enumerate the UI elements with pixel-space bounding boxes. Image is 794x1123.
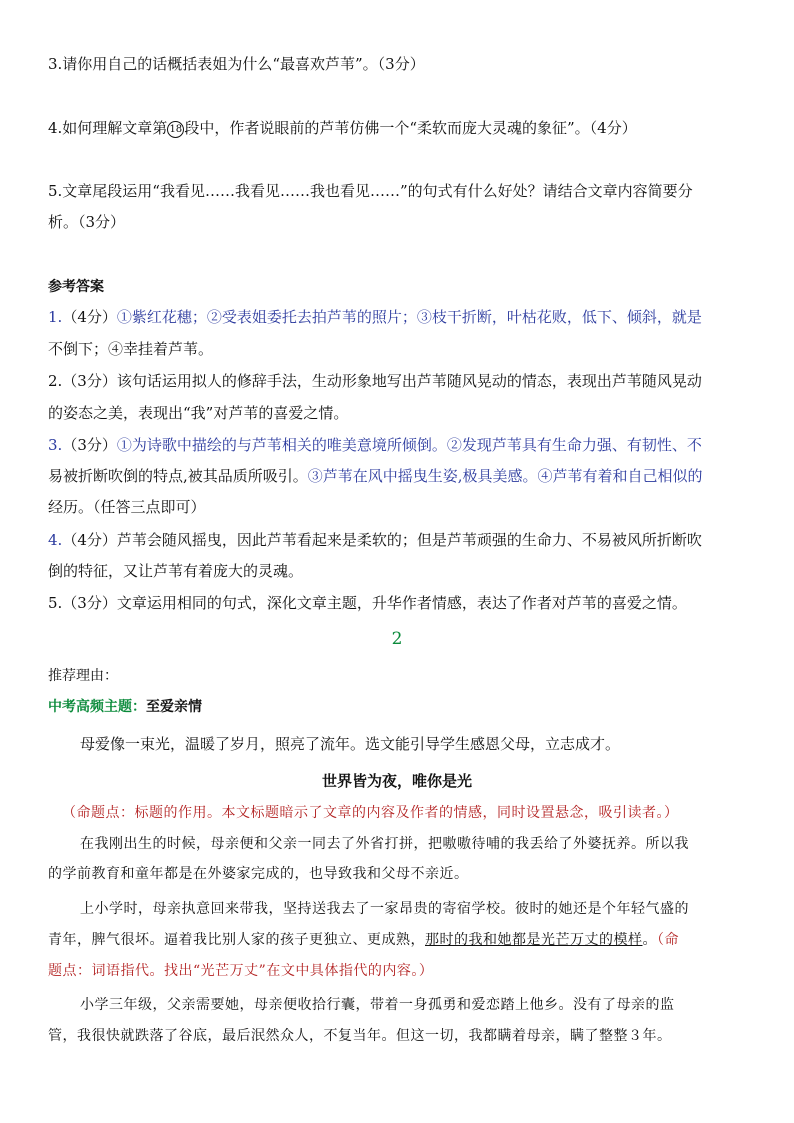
paragraph-1-line-1: 在我刚出生的时候，母亲便和父亲一同去了外省打拼，把嗷嗷待哺的我丢给了外婆抚养。所以我 [80, 836, 689, 852]
recommend-reason-label: 推荐理由： [48, 668, 118, 684]
question-point-note-1: （命题点：标题的作用。本文标题暗示了文章的内容及作者的情感，同时设置悬念，吸引读者。） [62, 805, 679, 821]
answer-3-text: ①为诗歌中描绘的与芦苇相关的唯美意境所倾倒。②发现芦苇具有生命力强、有韧性、不 [116, 436, 702, 454]
circled-number: 18 [167, 121, 184, 138]
paragraph-2-line-1: 上小学时，母亲执意回来带我，坚持送我去了一家昂贵的寄宿学校。彼时的她还是个年轻气盛的 [80, 901, 689, 917]
answer-2-line-2: 的姿态之美，表现出“我”对芦苇的喜爱之情。 [48, 404, 349, 422]
answer-4-text: （4分）芦苇会随风摇曳，因此芦苇看起来是柔软的；但是芦苇顽强的生命力、不易被风所折断吹 [62, 531, 702, 549]
answer-1-text: ①紫红花穗；②受表姐委托去拍芦苇的照片；③枝干折断，叶枯花败，低下、倾斜，就是 [116, 308, 702, 326]
question-point-note-2-end: 题点：词语指代。找出“光芒万丈”在文中具体指代的内容。） [48, 963, 434, 979]
topic-label: 中考高频主题： [48, 699, 146, 715]
answer-1-line-1 [48, 307, 702, 327]
paragraph-2-line-2 [48, 930, 679, 950]
question-3: 3.请你用自己的话概括表姐为什么“最喜欢芦苇”。（3分） [48, 55, 425, 73]
question-4-post: 段中，作者说眼前的芦苇仿佛一个“柔软而庞大灵魂的象征”。（4分） [184, 119, 637, 137]
article-title: 世界皆为夜，唯你是光 [321, 772, 472, 790]
answer-5: 5.（3分）文章运用相同的句式，深化文章主题，升华作者情感，表达了作者对芦苇的喜爱之情。 [48, 594, 687, 612]
answer-2-line-1: 2.（3分）该句话运用拟人的修辞手法，生动形象地写出芦苇随风晃动的情态，表现出芦苇随风晃动 [48, 372, 702, 390]
answer-1-num: 1. [48, 308, 63, 326]
answer-1-line-2: 不倒下；④幸挂着芦苇。 [48, 340, 214, 358]
question-4-pre: 4.如何理解文章第 [48, 119, 168, 137]
answer-3-score: （3分） [62, 436, 117, 454]
answer-3-text-2a: 易被折断吹倒的特点,被其品质所吸引。 [48, 467, 308, 485]
answer-3-line-3: 经历。（任答三点即可） [48, 498, 206, 516]
answer-4-line-2: 倒的特征，又让芦苇有着庞大的灵魂。 [48, 562, 304, 580]
paragraph-2-text: 青年，脾气很坏。逼着我比别人家的孩子更独立、更成熟， [48, 932, 425, 948]
paragraph-2-period: 。 [642, 932, 657, 948]
answers-heading: 参考答案 [48, 279, 104, 295]
summary-text: 母爱像一束光，温暖了岁月，照亮了流年。选文能引导学生感恩父母，立志成才。 [80, 735, 621, 753]
section-number: 2 [391, 629, 403, 649]
question-5-line-1: 5.文章尾段运用“我看见……我看见……我也看见……”的句式有什么好处？请结合文章内容简要分 [48, 182, 693, 200]
question-5-line-2: 析。（3分） [48, 213, 126, 231]
topic-line [48, 697, 202, 717]
paragraph-1-line-2: 的学前教育和童年都是在外婆家完成的，也导致我和父母不亲近。 [48, 866, 469, 882]
topic-value: 至爱亲情 [146, 699, 202, 715]
underlined-phrase: 那时的我和她都是光芒万丈的模样 [425, 932, 643, 948]
paragraph-3-line-2: 管，我很快就跌落了谷底，最后泯然众人，不复当年。但这一切，我都瞒着母亲，瞒了整整３年。 [48, 1028, 672, 1044]
answer-3-num: 3. [48, 436, 63, 454]
answer-4-line-1 [48, 530, 702, 550]
answer-3-text-2b: ③芦苇在风中摇曳生姿,极具美感。④芦苇有着和自己相似的 [307, 467, 703, 485]
answer-4-num: 4. [48, 531, 63, 549]
answer-3-line-2 [48, 466, 703, 486]
question-point-note-2-start: （命 [657, 932, 679, 948]
answer-3-line-1 [48, 435, 702, 455]
question-4 [48, 118, 637, 138]
answer-1-score: （4分） [62, 308, 117, 326]
paragraph-3-line-1: 小学三年级，父亲需要她，母亲便收拾行囊，带着一身孤勇和爱恋踏上他乡。没有了母亲的监 [80, 997, 675, 1013]
